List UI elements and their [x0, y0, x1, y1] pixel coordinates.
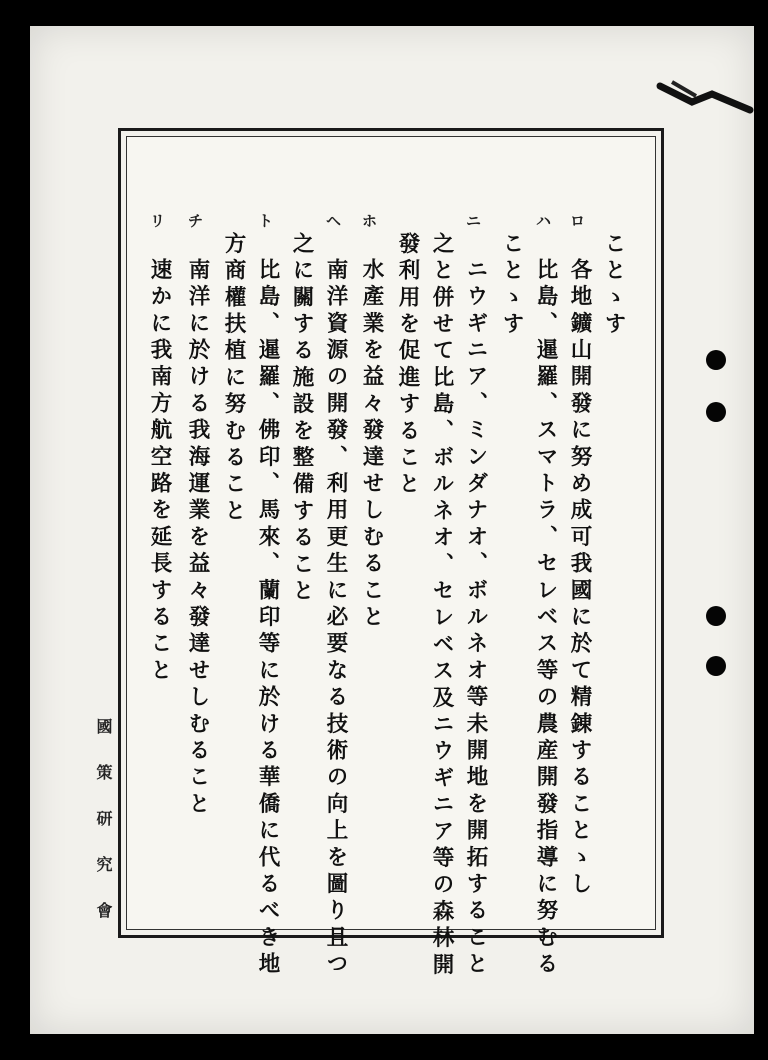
item-marker-he: ヘ — [326, 212, 342, 230]
text-column-4: ことゝす — [499, 232, 524, 339]
text-column-8: 水產業を益々發達せしむること — [359, 258, 384, 632]
item-marker-ro: ロ — [570, 212, 586, 230]
item-marker-ni: ニ — [466, 212, 482, 230]
item-marker-ho: ホ — [362, 212, 378, 230]
text-column-11: 比島、暹羅、佛印、馬來、蘭印等に於ける華僑に代るべき地 — [255, 258, 280, 979]
text-column-12: 方商權扶植に努むること — [221, 232, 246, 526]
item-marker-to: ト — [258, 212, 274, 230]
item-marker-ha: ハ — [536, 212, 552, 230]
item-marker-chi: チ — [188, 212, 204, 230]
text-column-3: 比島、暹羅、スマトラ、セレベス等の農産開發指導に努むる — [533, 258, 558, 979]
text-column-2: 各地鑛山開發に努め成可我國に於て精錬することゝし — [567, 258, 592, 899]
binding-hole — [706, 350, 726, 370]
text-column-13: 南洋に於ける我海運業を益々發達せしむること — [185, 258, 210, 819]
paper-clip-icon — [652, 72, 762, 120]
text-column-9: 南洋資源の開發、利用更生に必要なる技術の向上を圖り且つ — [323, 258, 348, 979]
text-column-7: 發利用を促進すること — [395, 232, 420, 499]
text-column-1: ことゝす — [601, 232, 626, 339]
text-column-6: 之と併せて比島、ボルネオ、セレベス及ニウギニア等の森林開 — [429, 232, 454, 980]
publisher-footer: 國策研究會 — [94, 718, 113, 948]
text-column-5: ニウギニア、ミンダナオ、ボルネオ等未開地を開拓すること — [463, 258, 488, 979]
binding-hole — [706, 656, 726, 676]
text-column-14: 速かに我南方航空路を延長すること — [147, 258, 172, 686]
binding-hole — [706, 402, 726, 422]
text-column-10: 之に關する施設を整備すること — [289, 232, 314, 606]
item-marker-ri: リ — [150, 212, 166, 230]
binding-hole — [706, 606, 726, 626]
